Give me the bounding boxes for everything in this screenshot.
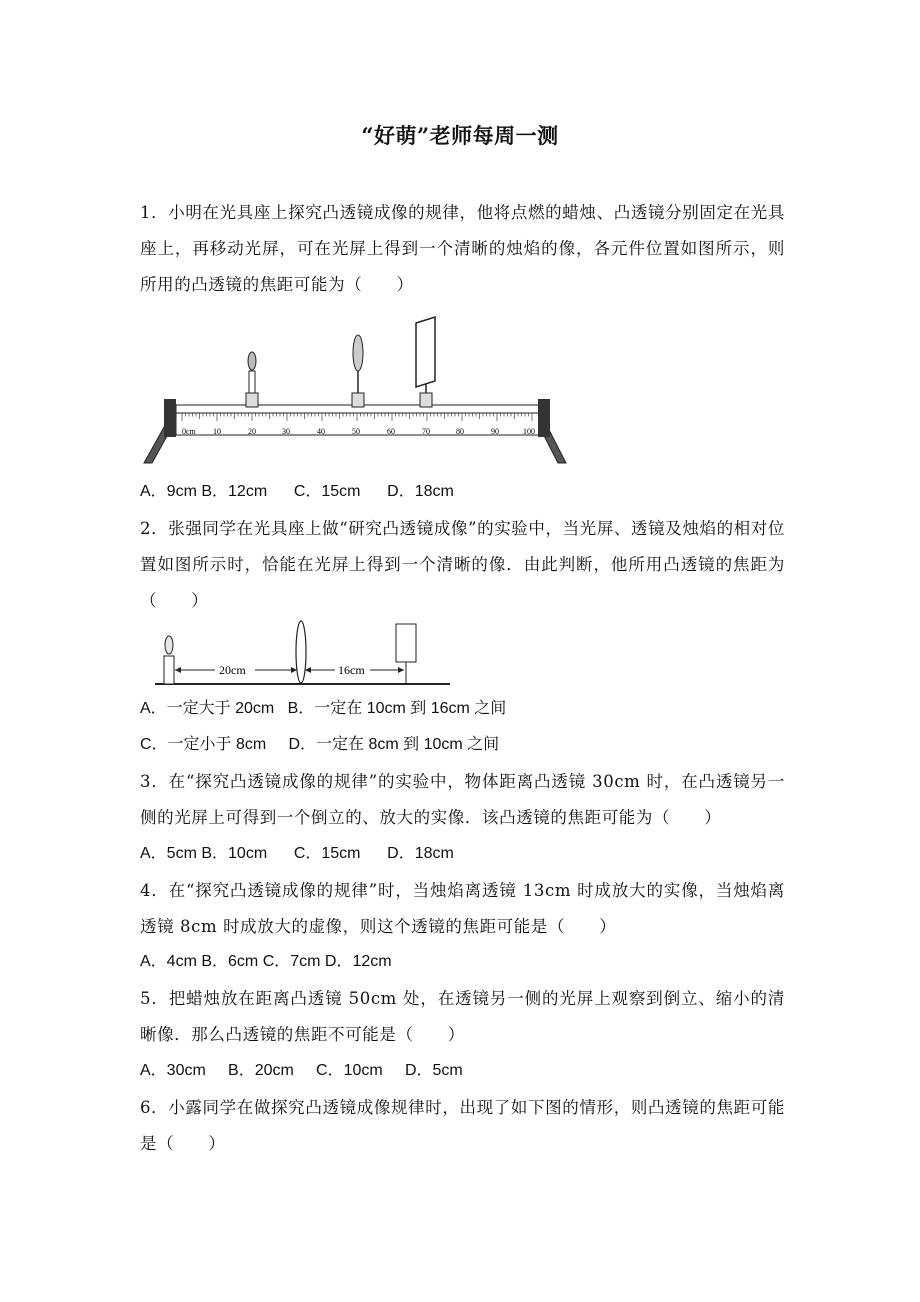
question-1-text: 1．小明在光具座上探究凸透镜成像的规律，他将点燃的蜡烛、凸透镜分别固定在光具座上，再移动光屏，可在光屏上得到一个清晰的烛焰的像，各元件位置如图所示，则所用的凸透镜的焦距可能为（ ） — [140, 203, 785, 294]
candle — [246, 352, 258, 407]
light-screen — [416, 317, 435, 407]
tick-label-80: 80 — [456, 427, 464, 436]
tick-label-10: 10 — [213, 427, 221, 436]
tick-label-50: 50 — [352, 427, 360, 436]
tick-label-0: 0cm — [182, 427, 196, 436]
tick-label-60: 60 — [387, 427, 395, 436]
left-end-block — [164, 399, 176, 437]
tick-label-20: 20 — [248, 427, 256, 436]
candle — [164, 636, 174, 684]
question-6-text: 6．小露同学在做探究凸透镜成像规律时，出现了如下图的情形，则凸透镜的焦距可能是（ ） — [140, 1098, 785, 1153]
convex-lens — [296, 621, 306, 683]
question-2-options-line1: A．一定大于 20cm B．一定在 10cm 到 16cm 之间 — [140, 700, 507, 717]
question-3-options: A．5cm B．10cm C．15cm D．18cm — [140, 845, 454, 862]
distance-label-2: 16cm — [338, 663, 365, 677]
page-title: “好萌”老师每周一测 — [361, 123, 559, 148]
right-end-block — [538, 399, 550, 437]
tick-label-90: 90 — [491, 427, 499, 436]
question-4-options: A．4cm B．6cm C．7cm D．12cm — [140, 953, 392, 970]
light-screen — [396, 624, 416, 684]
question-2-text: 2．张强同学在光具座上做“研究凸透镜成像”的实验中，当光屏、透镜及烛焰的相对位置如图所示时，恰能在光屏上得到一个清晰的像．由此判断，他所用凸透镜的焦距为（ ） — [140, 519, 785, 610]
question-5-text: 5．把蜡烛放在距离凸透镜 50cm 处，在透镜另一侧的光屏上观察到倒立、缩小的清晰像．那么凸透镜的焦距不可能是（ ） — [140, 989, 785, 1044]
tick-label-30: 30 — [282, 427, 290, 436]
lens-setup-figure — [155, 618, 455, 690]
optical-bench-figure — [140, 315, 570, 465]
tick-label-40: 40 — [317, 427, 325, 436]
tick-label-100: 100 — [523, 427, 535, 436]
distance-label-1: 20cm — [219, 663, 246, 677]
convex-lens — [352, 335, 364, 407]
question-1-options: A．9cm B．12cm C．15cm D．18cm — [140, 483, 454, 500]
question-2-options-line2: C．一定小于 8cm D．一定在 8cm 到 10cm 之间 — [140, 736, 500, 753]
question-5-options: A．30cm B．20cm C．10cm D．5cm — [140, 1062, 463, 1079]
tick-label-70: 70 — [422, 427, 430, 436]
question-3-text: 3．在“探究凸透镜成像的规律”的实验中，物体距离凸透镜 30cm 时，在凸透镜另一侧的光屏上可得到一个倒立的、放大的实像．该凸透镜的焦距可能为（ ） — [140, 772, 785, 827]
question-4-text: 4．在“探究凸透镜成像的规律”时，当烛焰离透镜 13cm 时成放大的实像，当烛焰离透镜 8cm 时成放大的虚像，则这个透镜的焦距可能是（ ） — [140, 881, 785, 936]
